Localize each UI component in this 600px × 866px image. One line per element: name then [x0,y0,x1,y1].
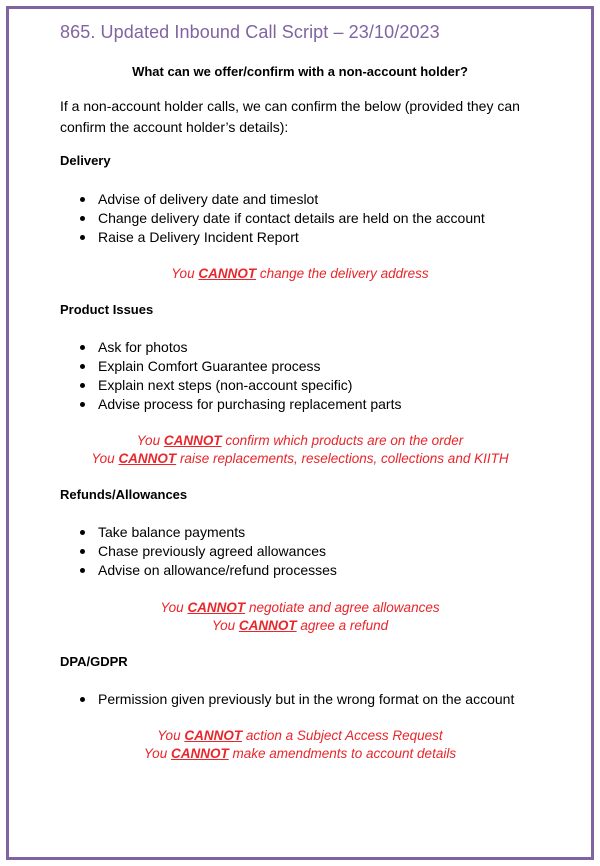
list-item: Permission given previously but in the wrong format on the account [60,690,540,709]
warning-keyword: CANNOT [187,600,246,615]
list-item: Raise a Delivery Incident Report [60,228,540,247]
list-item: Explain Comfort Guarantee process [60,357,540,376]
section-heading-product-issues: Product Issues [60,302,154,317]
warning-text: raise replacements, reselections, collections and KIITH [176,451,509,466]
product-issues-warning-1 [0,432,600,450]
list-item: Explain next steps (non-account specific) [60,376,540,395]
warning-prefix: You [171,266,199,281]
dpa-gdpr-warning-2 [0,745,600,763]
section-heading-delivery: Delivery [60,153,111,168]
warning-text: action a Subject Access Request [242,728,443,743]
warning-keyword: CANNOT [118,451,177,466]
warning-prefix: You [143,746,171,761]
warning-text: agree a refund [296,618,389,633]
delivery-bullet-list [60,190,540,247]
list-item: Change delivery date if contact details are held on the account [60,209,540,228]
document-title: 865. Updated Inbound Call Script – 23/10/2023 [60,22,440,42]
warning-prefix: You [160,600,188,615]
refunds-warning-2 [0,617,600,635]
warning-keyword: CANNOT [184,728,243,743]
list-item: Ask for photos [60,338,540,357]
document-subtitle: What can we offer/confirm with a non-account holder? [132,64,468,79]
warning-prefix: You [136,433,164,448]
refunds-warning-1 [0,599,600,617]
product-issues-warning-2 [0,450,600,468]
list-item: Chase previously agreed allowances [60,542,540,561]
section-heading-refunds-allowances: Refunds/Allowances [60,487,188,502]
product-issues-bullet-list [60,338,540,414]
warning-prefix: You [91,451,119,466]
warning-keyword: CANNOT [198,266,257,281]
list-item: Advise of delivery date and timeslot [60,190,540,209]
refunds-bullet-list [60,523,540,580]
warning-keyword: CANNOT [238,618,297,633]
warning-text: negotiate and agree allowances [245,600,440,615]
warning-text: change the delivery address [256,266,429,281]
list-item: Take balance payments [60,523,540,542]
dpa-gdpr-warning-1 [0,727,600,745]
intro-paragraph: If a non-account holder calls, we can confirm the below (provided they can confirm the account holder’s details): [60,98,520,135]
warning-keyword: CANNOT [163,433,222,448]
warning-prefix: You [211,618,239,633]
dpa-gdpr-bullet-list [60,690,540,709]
warning-keyword: CANNOT [170,746,229,761]
warning-text: make amendments to account details [228,746,457,761]
list-item: Advise process for purchasing replacement parts [60,395,540,414]
warning-prefix: You [157,728,185,743]
section-heading-dpa-gdpr: DPA/GDPR [60,654,128,669]
delivery-warning [0,265,600,283]
warning-text: confirm which products are on the order [221,433,464,448]
list-item: Advise on allowance/refund processes [60,561,540,580]
